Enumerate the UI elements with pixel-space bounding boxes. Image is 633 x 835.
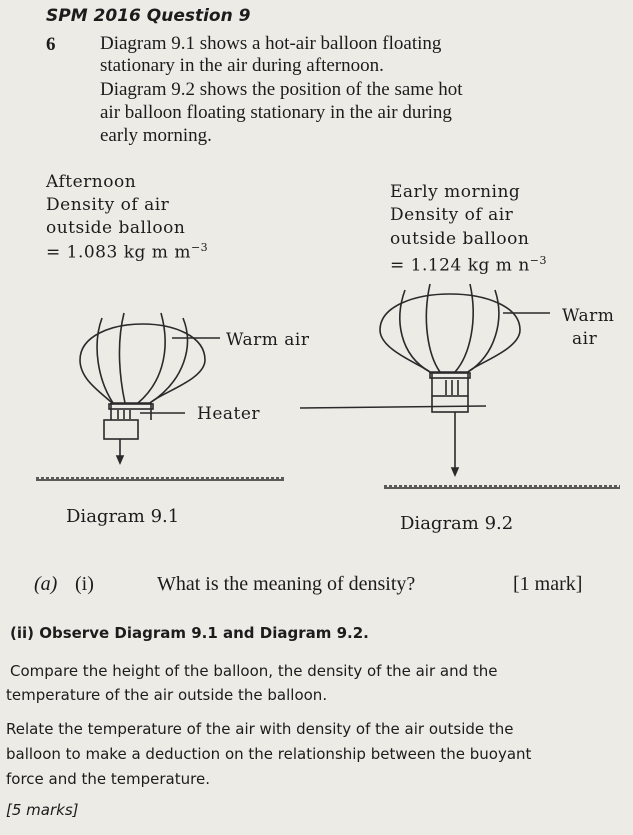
morning-density-value: = 1.124 kg m $n^{-3}$ <box>390 254 547 276</box>
question-header: SPM 2016 Question 9 <box>46 6 251 26</box>
leader-heater-extend <box>300 406 486 408</box>
label-warm-right: Warm <box>562 306 615 326</box>
morning-density-label: Density of air <box>390 205 514 225</box>
intro-line-1: Diagram 9.1 shows a hot-air balloon floating <box>100 33 442 54</box>
intro-line-3: Diagram 9.2 shows the position of the same hot <box>100 79 463 100</box>
label-warm-air-left: Warm air <box>226 330 310 350</box>
intro-line-4: air balloon floating stationary in the air during <box>100 102 452 123</box>
part-label: (a) <box>34 573 58 595</box>
question-ii-line-6: force and the temperature. <box>6 770 210 788</box>
balloon-left <box>80 313 205 463</box>
caption-diagram-9-2: Diagram 9.2 <box>400 513 514 534</box>
label-air-right: air <box>572 329 598 349</box>
caption-diagram-9-1: Diagram 9.1 <box>66 506 180 527</box>
question-ii-line-1: (ii) Observe Diagram 9.1 and Diagram 9.2. <box>10 624 369 642</box>
subpart-label: (i) <box>75 573 94 595</box>
label-heater: Heater <box>197 404 261 424</box>
marks-ii: [5 marks] <box>6 801 79 819</box>
intro-line-5: early morning. <box>100 125 212 146</box>
afternoon-heading: Afternoon <box>46 172 137 192</box>
marks-a-i: [1 mark] <box>513 573 583 595</box>
question-ii-line-2: Compare the height of the balloon, the density of the air and the <box>10 662 498 680</box>
question-ii-line-5: balloon to make a deduction on the relationship between the buoyant <box>6 745 532 763</box>
balloon-right <box>380 284 520 475</box>
question-ii-line-3: temperature of the air outside the balloon. <box>6 686 328 704</box>
afternoon-outside-label: outside balloon <box>46 218 186 238</box>
morning-heading: Early morning <box>390 182 521 202</box>
afternoon-density-label: Density of air <box>46 195 170 215</box>
question-a-i: What is the meaning of density? <box>157 573 416 595</box>
afternoon-density-value: = 1.083 kg m $m^{-3}$ <box>46 241 209 263</box>
question-ii-line-4: Relate the temperature of the air with density of the air outside the <box>6 720 514 738</box>
intro-line-2: stationary in the air during afternoon. <box>100 55 384 76</box>
question-number: 6 <box>46 34 56 55</box>
morning-outside-label: outside balloon <box>390 229 530 249</box>
